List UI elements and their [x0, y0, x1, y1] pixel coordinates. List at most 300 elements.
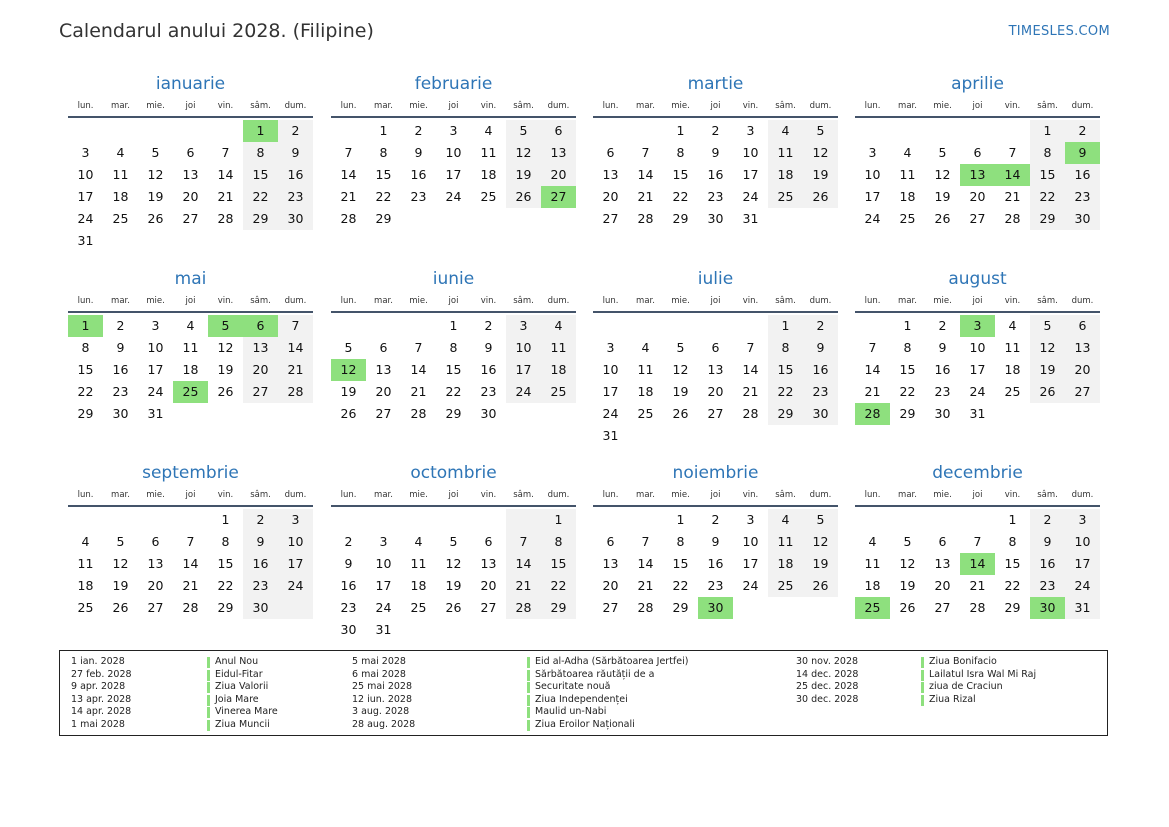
day-cell[interactable]: 6 — [379, 340, 388, 355]
day-cell[interactable]: 5 — [151, 145, 160, 160]
day-cell[interactable]: 6 — [541, 120, 576, 142]
day-cell[interactable]: 25 — [112, 211, 129, 226]
day-cell[interactable]: 5 — [344, 340, 353, 355]
day-cell[interactable]: 18 — [480, 167, 497, 182]
holiday-day-cell[interactable]: 30 — [698, 597, 733, 619]
day-cell[interactable]: 15 — [672, 167, 689, 182]
day-cell[interactable]: 23 — [278, 186, 313, 208]
day-cell[interactable]: 16 — [112, 362, 129, 377]
day-cell[interactable]: 29 — [1030, 208, 1065, 230]
day-cell[interactable]: 23 — [243, 575, 278, 597]
day-cell[interactable]: 2 — [344, 534, 353, 549]
day-cell[interactable]: 11 — [1004, 340, 1021, 355]
holiday-day-cell[interactable]: 9 — [1065, 142, 1100, 164]
day-cell[interactable]: 28 — [278, 381, 313, 403]
day-cell[interactable]: 12 — [899, 556, 916, 571]
day-cell[interactable]: 7 — [506, 531, 541, 553]
day-cell[interactable]: 15 — [445, 362, 462, 377]
day-cell[interactable]: 16 — [934, 362, 951, 377]
day-cell[interactable]: 24 — [864, 211, 881, 226]
day-cell[interactable]: 16 — [707, 556, 724, 571]
holiday-day-cell[interactable]: 25 — [173, 381, 208, 403]
day-cell[interactable]: 22 — [899, 384, 916, 399]
day-cell[interactable]: 11 — [480, 145, 497, 160]
day-cell[interactable]: 13 — [934, 556, 951, 571]
day-cell[interactable]: 8 — [1030, 142, 1065, 164]
day-cell[interactable]: 11 — [637, 362, 654, 377]
day-cell[interactable]: 9 — [711, 534, 720, 549]
day-cell[interactable]: 6 — [186, 145, 195, 160]
day-cell[interactable]: 6 — [711, 340, 720, 355]
day-cell[interactable]: 20 — [1065, 359, 1100, 381]
holiday-day-cell[interactable]: 30 — [1030, 597, 1065, 619]
day-cell[interactable]: 19 — [445, 578, 462, 593]
day-cell[interactable]: 2 — [116, 318, 125, 333]
day-cell[interactable]: 22 — [243, 186, 278, 208]
holiday-day-cell[interactable]: 27 — [541, 186, 576, 208]
day-cell[interactable]: 23 — [1030, 575, 1065, 597]
day-cell[interactable]: 27 — [602, 211, 619, 226]
day-cell[interactable]: 19 — [899, 578, 916, 593]
day-cell[interactable]: 20 — [480, 578, 497, 593]
day-cell[interactable]: 15 — [243, 164, 278, 186]
day-cell[interactable]: 21 — [637, 578, 654, 593]
day-cell[interactable]: 1 — [676, 512, 685, 527]
day-cell[interactable]: 9 — [414, 145, 423, 160]
day-cell[interactable]: 28 — [410, 406, 427, 421]
day-cell[interactable]: 27 — [147, 600, 164, 615]
day-cell[interactable]: 1 — [449, 318, 458, 333]
day-cell[interactable]: 5 — [938, 145, 947, 160]
day-cell[interactable]: 27 — [969, 211, 986, 226]
day-cell[interactable]: 22 — [672, 189, 689, 204]
day-cell[interactable]: 31 — [602, 428, 619, 443]
holiday-day-cell[interactable]: 28 — [855, 403, 890, 425]
day-cell[interactable]: 29 — [672, 211, 689, 226]
day-cell[interactable]: 26 — [803, 186, 838, 208]
holiday-day-cell[interactable]: 1 — [243, 120, 278, 142]
day-cell[interactable]: 9 — [484, 340, 493, 355]
day-cell[interactable]: 5 — [903, 534, 912, 549]
day-cell[interactable]: 22 — [1004, 578, 1021, 593]
day-cell[interactable]: 30 — [803, 403, 838, 425]
day-cell[interactable]: 29 — [768, 403, 803, 425]
day-cell[interactable]: 4 — [768, 120, 803, 142]
day-cell[interactable]: 28 — [637, 211, 654, 226]
day-cell[interactable]: 17 — [969, 362, 986, 377]
day-cell[interactable]: 20 — [243, 359, 278, 381]
day-cell[interactable]: 27 — [375, 406, 392, 421]
day-cell[interactable]: 1 — [221, 512, 230, 527]
day-cell[interactable]: 20 — [602, 578, 619, 593]
day-cell[interactable]: 31 — [77, 233, 94, 248]
day-cell[interactable]: 17 — [506, 359, 541, 381]
day-cell[interactable]: 22 — [541, 575, 576, 597]
day-cell[interactable]: 24 — [77, 211, 94, 226]
day-cell[interactable]: 18 — [410, 578, 427, 593]
day-cell[interactable]: 29 — [1004, 600, 1021, 615]
day-cell[interactable]: 30 — [278, 208, 313, 230]
day-cell[interactable]: 16 — [340, 578, 357, 593]
day-cell[interactable]: 16 — [803, 359, 838, 381]
day-cell[interactable]: 3 — [379, 534, 388, 549]
day-cell[interactable]: 20 — [969, 189, 986, 204]
day-cell[interactable]: 19 — [112, 578, 129, 593]
day-cell[interactable]: 19 — [803, 164, 838, 186]
day-cell[interactable]: 4 — [868, 534, 877, 549]
day-cell[interactable]: 13 — [182, 167, 199, 182]
day-cell[interactable]: 14 — [742, 362, 759, 377]
day-cell[interactable]: 17 — [742, 556, 759, 571]
day-cell[interactable]: 25 — [1004, 384, 1021, 399]
day-cell[interactable]: 4 — [768, 509, 803, 531]
day-cell[interactable]: 3 — [449, 123, 458, 138]
day-cell[interactable]: 18 — [637, 384, 654, 399]
day-cell[interactable]: 25 — [768, 575, 803, 597]
day-cell[interactable]: 21 — [864, 384, 881, 399]
day-cell[interactable]: 10 — [742, 534, 759, 549]
day-cell[interactable]: 25 — [637, 406, 654, 421]
day-cell[interactable]: 22 — [375, 189, 392, 204]
day-cell[interactable]: 24 — [506, 381, 541, 403]
day-cell[interactable]: 24 — [742, 189, 759, 204]
day-cell[interactable]: 23 — [340, 600, 357, 615]
holiday-day-cell[interactable]: 6 — [243, 315, 278, 337]
day-cell[interactable]: 31 — [147, 406, 164, 421]
day-cell[interactable]: 2 — [243, 509, 278, 531]
day-cell[interactable]: 19 — [803, 553, 838, 575]
day-cell[interactable]: 12 — [217, 340, 234, 355]
day-cell[interactable]: 3 — [606, 340, 615, 355]
holiday-day-cell[interactable]: 25 — [855, 597, 890, 619]
day-cell[interactable]: 19 — [934, 189, 951, 204]
day-cell[interactable]: 17 — [445, 167, 462, 182]
day-cell[interactable]: 21 — [969, 578, 986, 593]
day-cell[interactable]: 20 — [707, 384, 724, 399]
day-cell[interactable]: 11 — [768, 142, 803, 164]
day-cell[interactable]: 26 — [112, 600, 129, 615]
holiday-day-cell[interactable]: 12 — [331, 359, 366, 381]
day-cell[interactable]: 6 — [973, 145, 982, 160]
day-cell[interactable]: 21 — [217, 189, 234, 204]
day-cell[interactable]: 13 — [480, 556, 497, 571]
day-cell[interactable]: 18 — [864, 578, 881, 593]
day-cell[interactable]: 9 — [803, 337, 838, 359]
day-cell[interactable]: 16 — [707, 167, 724, 182]
day-cell[interactable]: 27 — [243, 381, 278, 403]
day-cell[interactable]: 15 — [77, 362, 94, 377]
day-cell[interactable]: 22 — [672, 578, 689, 593]
day-cell[interactable]: 19 — [1030, 359, 1065, 381]
day-cell[interactable]: 25 — [480, 189, 497, 204]
day-cell[interactable]: 24 — [1065, 575, 1100, 597]
day-cell[interactable]: 4 — [414, 534, 423, 549]
day-cell[interactable]: 23 — [480, 384, 497, 399]
day-cell[interactable]: 17 — [278, 553, 313, 575]
day-cell[interactable]: 16 — [278, 164, 313, 186]
day-cell[interactable]: 8 — [221, 534, 230, 549]
day-cell[interactable]: 12 — [112, 556, 129, 571]
day-cell[interactable]: 26 — [934, 211, 951, 226]
day-cell[interactable]: 1 — [1008, 512, 1017, 527]
day-cell[interactable]: 9 — [711, 145, 720, 160]
day-cell[interactable]: 1 — [768, 315, 803, 337]
day-cell[interactable]: 21 — [506, 575, 541, 597]
day-cell[interactable]: 14 — [506, 553, 541, 575]
day-cell[interactable]: 25 — [410, 600, 427, 615]
day-cell[interactable]: 7 — [973, 534, 982, 549]
day-cell[interactable]: 20 — [934, 578, 951, 593]
day-cell[interactable]: 25 — [768, 186, 803, 208]
day-cell[interactable]: 4 — [641, 340, 650, 355]
day-cell[interactable]: 8 — [1008, 534, 1017, 549]
day-cell[interactable]: 20 — [182, 189, 199, 204]
day-cell[interactable]: 6 — [151, 534, 160, 549]
day-cell[interactable]: 22 — [1030, 186, 1065, 208]
day-cell[interactable]: 1 — [1030, 120, 1065, 142]
day-cell[interactable]: 10 — [147, 340, 164, 355]
day-cell[interactable]: 29 — [375, 211, 392, 226]
day-cell[interactable]: 28 — [1004, 211, 1021, 226]
day-cell[interactable]: 4 — [186, 318, 195, 333]
site-link[interactable]: TIMESLES.COM — [1008, 24, 1110, 39]
day-cell[interactable]: 27 — [602, 600, 619, 615]
day-cell[interactable]: 14 — [637, 556, 654, 571]
day-cell[interactable]: 23 — [410, 189, 427, 204]
day-cell[interactable]: 30 — [112, 406, 129, 421]
day-cell[interactable]: 20 — [147, 578, 164, 593]
day-cell[interactable]: 11 — [182, 340, 199, 355]
day-cell[interactable]: 15 — [541, 553, 576, 575]
day-cell[interactable]: 24 — [147, 384, 164, 399]
day-cell[interactable]: 22 — [77, 384, 94, 399]
day-cell[interactable]: 8 — [903, 340, 912, 355]
day-cell[interactable]: 4 — [903, 145, 912, 160]
day-cell[interactable]: 26 — [506, 186, 541, 208]
day-cell[interactable]: 18 — [77, 578, 94, 593]
day-cell[interactable]: 17 — [1065, 553, 1100, 575]
day-cell[interactable]: 13 — [707, 362, 724, 377]
day-cell[interactable]: 18 — [768, 553, 803, 575]
day-cell[interactable]: 4 — [541, 315, 576, 337]
day-cell[interactable]: 28 — [742, 406, 759, 421]
day-cell[interactable]: 23 — [934, 384, 951, 399]
day-cell[interactable]: 29 — [672, 600, 689, 615]
day-cell[interactable]: 29 — [541, 597, 576, 619]
day-cell[interactable]: 24 — [742, 578, 759, 593]
day-cell[interactable]: 9 — [278, 142, 313, 164]
day-cell[interactable]: 16 — [1065, 164, 1100, 186]
day-cell[interactable]: 31 — [375, 622, 392, 637]
day-cell[interactable]: 7 — [1008, 145, 1017, 160]
day-cell[interactable]: 2 — [278, 120, 313, 142]
day-cell[interactable]: 25 — [541, 381, 576, 403]
day-cell[interactable]: 30 — [340, 622, 357, 637]
day-cell[interactable]: 6 — [484, 534, 493, 549]
day-cell[interactable]: 3 — [506, 315, 541, 337]
day-cell[interactable]: 31 — [969, 406, 986, 421]
day-cell[interactable]: 15 — [1030, 164, 1065, 186]
day-cell[interactable]: 3 — [868, 145, 877, 160]
day-cell[interactable]: 5 — [506, 120, 541, 142]
day-cell[interactable]: 29 — [77, 406, 94, 421]
day-cell[interactable]: 20 — [602, 189, 619, 204]
day-cell[interactable]: 2 — [484, 318, 493, 333]
day-cell[interactable]: 3 — [746, 123, 755, 138]
day-cell[interactable]: 10 — [969, 340, 986, 355]
day-cell[interactable]: 12 — [1030, 337, 1065, 359]
day-cell[interactable]: 9 — [243, 531, 278, 553]
day-cell[interactable]: 12 — [445, 556, 462, 571]
day-cell[interactable]: 30 — [707, 211, 724, 226]
day-cell[interactable]: 21 — [742, 384, 759, 399]
day-cell[interactable]: 1 — [676, 123, 685, 138]
day-cell[interactable]: 4 — [484, 123, 493, 138]
day-cell[interactable]: 24 — [969, 384, 986, 399]
day-cell[interactable]: 27 — [934, 600, 951, 615]
day-cell[interactable]: 28 — [969, 600, 986, 615]
day-cell[interactable]: 8 — [676, 145, 685, 160]
day-cell[interactable]: 3 — [81, 145, 90, 160]
day-cell[interactable]: 21 — [182, 578, 199, 593]
day-cell[interactable]: 3 — [746, 512, 755, 527]
day-cell[interactable]: 13 — [541, 142, 576, 164]
day-cell[interactable]: 15 — [899, 362, 916, 377]
day-cell[interactable]: 24 — [278, 575, 313, 597]
day-cell[interactable]: 12 — [672, 362, 689, 377]
day-cell[interactable]: 17 — [77, 189, 94, 204]
day-cell[interactable]: 12 — [803, 531, 838, 553]
day-cell[interactable]: 10 — [742, 145, 759, 160]
day-cell[interactable]: 7 — [641, 145, 650, 160]
day-cell[interactable]: 2 — [1030, 509, 1065, 531]
day-cell[interactable]: 19 — [147, 189, 164, 204]
day-cell[interactable]: 7 — [868, 340, 877, 355]
day-cell[interactable]: 26 — [340, 406, 357, 421]
day-cell[interactable]: 15 — [768, 359, 803, 381]
day-cell[interactable]: 10 — [506, 337, 541, 359]
day-cell[interactable]: 11 — [768, 531, 803, 553]
day-cell[interactable]: 28 — [182, 600, 199, 615]
day-cell[interactable]: 11 — [864, 556, 881, 571]
day-cell[interactable]: 23 — [707, 189, 724, 204]
day-cell[interactable]: 19 — [506, 164, 541, 186]
day-cell[interactable]: 5 — [803, 509, 838, 531]
day-cell[interactable]: 15 — [375, 167, 392, 182]
day-cell[interactable]: 23 — [803, 381, 838, 403]
day-cell[interactable]: 25 — [77, 600, 94, 615]
day-cell[interactable]: 23 — [707, 578, 724, 593]
day-cell[interactable]: 6 — [938, 534, 947, 549]
day-cell[interactable]: 7 — [186, 534, 195, 549]
day-cell[interactable]: 11 — [410, 556, 427, 571]
day-cell[interactable]: 13 — [243, 337, 278, 359]
day-cell[interactable]: 28 — [340, 211, 357, 226]
day-cell[interactable]: 3 — [278, 509, 313, 531]
day-cell[interactable]: 12 — [506, 142, 541, 164]
day-cell[interactable]: 26 — [803, 575, 838, 597]
day-cell[interactable]: 12 — [934, 167, 951, 182]
day-cell[interactable]: 10 — [77, 167, 94, 182]
day-cell[interactable]: 30 — [480, 406, 497, 421]
day-cell[interactable]: 22 — [217, 578, 234, 593]
day-cell[interactable]: 14 — [340, 167, 357, 182]
day-cell[interactable]: 17 — [742, 167, 759, 182]
day-cell[interactable]: 5 — [449, 534, 458, 549]
day-cell[interactable]: 29 — [217, 600, 234, 615]
day-cell[interactable]: 14 — [410, 362, 427, 377]
day-cell[interactable]: 8 — [379, 145, 388, 160]
day-cell[interactable]: 24 — [445, 189, 462, 204]
day-cell[interactable]: 28 — [637, 600, 654, 615]
day-cell[interactable]: 4 — [81, 534, 90, 549]
day-cell[interactable]: 9 — [938, 340, 947, 355]
day-cell[interactable]: 29 — [243, 208, 278, 230]
day-cell[interactable]: 8 — [81, 340, 90, 355]
holiday-day-cell[interactable]: 1 — [68, 315, 103, 337]
day-cell[interactable]: 10 — [375, 556, 392, 571]
day-cell[interactable]: 20 — [375, 384, 392, 399]
day-cell[interactable]: 21 — [410, 384, 427, 399]
day-cell[interactable]: 9 — [1030, 531, 1065, 553]
day-cell[interactable]: 30 — [934, 406, 951, 421]
day-cell[interactable]: 11 — [112, 167, 129, 182]
day-cell[interactable]: 9 — [344, 556, 353, 571]
day-cell[interactable]: 10 — [1065, 531, 1100, 553]
day-cell[interactable]: 24 — [375, 600, 392, 615]
day-cell[interactable]: 21 — [340, 189, 357, 204]
day-cell[interactable]: 4 — [1008, 318, 1017, 333]
day-cell[interactable]: 17 — [147, 362, 164, 377]
day-cell[interactable]: 20 — [541, 164, 576, 186]
day-cell[interactable]: 18 — [112, 189, 129, 204]
day-cell[interactable]: 17 — [375, 578, 392, 593]
day-cell[interactable]: 26 — [672, 406, 689, 421]
day-cell[interactable]: 2 — [414, 123, 423, 138]
day-cell[interactable]: 7 — [278, 315, 313, 337]
day-cell[interactable]: 10 — [602, 362, 619, 377]
day-cell[interactable]: 14 — [864, 362, 881, 377]
day-cell[interactable]: 22 — [768, 381, 803, 403]
holiday-day-cell[interactable]: 5 — [208, 315, 243, 337]
day-cell[interactable]: 13 — [375, 362, 392, 377]
day-cell[interactable]: 15 — [672, 556, 689, 571]
day-cell[interactable]: 10 — [445, 145, 462, 160]
day-cell[interactable]: 10 — [278, 531, 313, 553]
day-cell[interactable]: 8 — [449, 340, 458, 355]
day-cell[interactable]: 11 — [899, 167, 916, 182]
day-cell[interactable]: 29 — [899, 406, 916, 421]
day-cell[interactable]: 26 — [899, 600, 916, 615]
day-cell[interactable]: 16 — [480, 362, 497, 377]
day-cell[interactable]: 30 — [243, 597, 278, 619]
day-cell[interactable]: 6 — [606, 145, 615, 160]
holiday-day-cell[interactable]: 14 — [995, 164, 1030, 186]
day-cell[interactable]: 31 — [1065, 597, 1100, 619]
day-cell[interactable]: 1 — [541, 509, 576, 531]
day-cell[interactable]: 23 — [1065, 186, 1100, 208]
day-cell[interactable]: 13 — [602, 167, 619, 182]
day-cell[interactable]: 26 — [217, 384, 234, 399]
holiday-day-cell[interactable]: 3 — [960, 315, 995, 337]
day-cell[interactable]: 18 — [1004, 362, 1021, 377]
day-cell[interactable]: 17 — [602, 384, 619, 399]
day-cell[interactable]: 7 — [344, 145, 353, 160]
day-cell[interactable]: 13 — [602, 556, 619, 571]
day-cell[interactable]: 9 — [116, 340, 125, 355]
day-cell[interactable]: 12 — [803, 142, 838, 164]
day-cell[interactable]: 18 — [182, 362, 199, 377]
